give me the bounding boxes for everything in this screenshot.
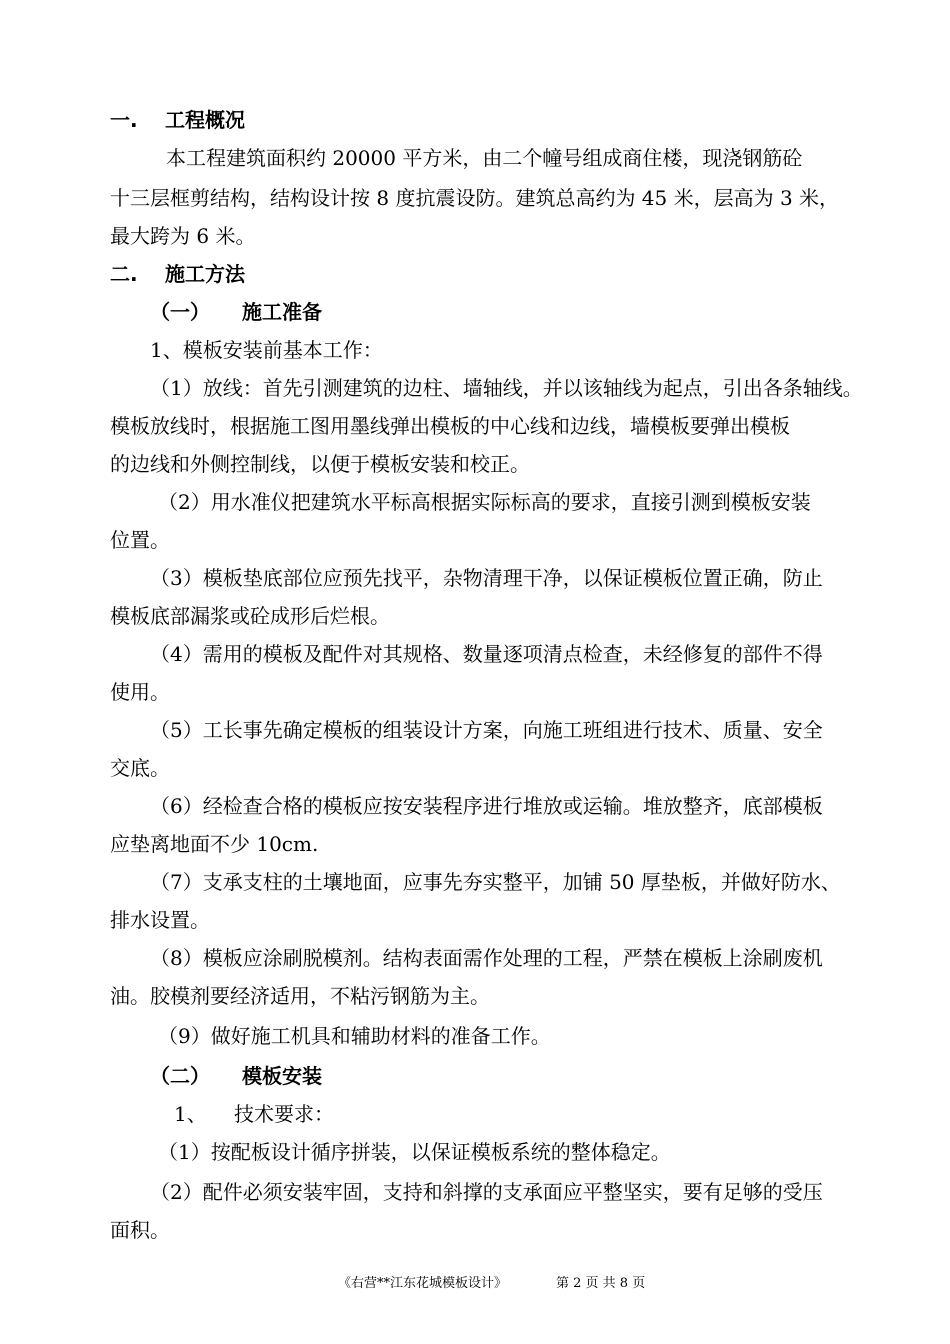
section-2-title: 施工方法 bbox=[165, 262, 245, 286]
prep-line: 使用。 bbox=[110, 680, 170, 704]
overview-line-1: 本工程建筑面积约 20000 平方米，由二个幢号组成商住楼，现浇钢筋砼 bbox=[166, 146, 803, 170]
prep-line: （6）经检查合格的模板应按安装程序进行堆放或运输。堆放整齐，底部模板 bbox=[150, 794, 823, 818]
prep-line: 模板底部漏浆或砼成形后烂根。 bbox=[110, 604, 390, 628]
subsection-2-title: 模板安装 bbox=[242, 1064, 322, 1088]
prep-line: 排水设置。 bbox=[110, 908, 210, 932]
prep-line: （7）支承支柱的土壤地面，应事先夯实整平，加铺 50 厚垫板，并做好防水、 bbox=[150, 870, 841, 894]
prep-line: （4）需用的模板及配件对其规格、数量逐项清点检查，未经修复的部件不得 bbox=[150, 642, 823, 666]
install-line: （1）按配板设计循序拼装，以保证模板系统的整体稳定。 bbox=[158, 1140, 671, 1164]
prep-line: （8）模板应涂刷脱模剂。结构表面需作处理的工程，严禁在模板上涂刷废机 bbox=[150, 946, 823, 970]
subsection-2-number: （二） bbox=[150, 1064, 210, 1088]
prep-line: （1）放线：首先引测建筑的边柱、墙轴线，并以该轴线为起点，引出各条轴线。 bbox=[150, 376, 863, 400]
subsection-1-title: 施工准备 bbox=[242, 300, 322, 324]
prep-line: （2）用水准仪把建筑水平标高根据实际标高的要求，直接引测到模板安装 bbox=[158, 490, 811, 514]
section-2-number: 二. bbox=[110, 262, 138, 286]
prep-line: 交底。 bbox=[110, 756, 170, 780]
footer-doc-title: 《右营**江东花城模板设计》 bbox=[338, 1276, 508, 1291]
prep-line: （3）模板垫底部位应预先找平，杂物清理干净，以保证模板位置正确，防止 bbox=[150, 566, 823, 590]
prep-line: 模板放线时，根据施工图用墨线弹出模板的中心线和边线，墙模板要弹出模板 bbox=[110, 414, 790, 438]
prep-line: 的边线和外侧控制线，以便于模板安装和校正。 bbox=[110, 452, 530, 476]
overview-line-2: 十三层框剪结构，结构设计按 8 度抗震设防。建筑总高约为 45 米，层高为 3 米， bbox=[110, 186, 840, 210]
footer-page-info: 第 2 页 共 8 页 bbox=[556, 1276, 646, 1291]
section-1-title: 工程概况 bbox=[165, 108, 245, 132]
install-line: 面积。 bbox=[110, 1218, 170, 1242]
prep-line: （5）工长事先确定模板的组装设计方案，向施工班组进行技术、质量、安全 bbox=[150, 718, 823, 742]
item-1-title: 技术要求： bbox=[234, 1102, 334, 1126]
overview-line-3: 最大跨为 6 米。 bbox=[110, 224, 256, 248]
install-line: （2）配件必须安装牢固，支持和斜撑的支承面应平整坚实，要有足够的受压 bbox=[150, 1180, 823, 1204]
preparation-intro: 1、模板安装前基本工作： bbox=[150, 338, 383, 362]
section-1-number: 一. bbox=[110, 108, 138, 132]
subsection-1-number: （一） bbox=[150, 300, 210, 324]
prep-line: （9）做好施工机具和辅助材料的准备工作。 bbox=[158, 1024, 551, 1048]
item-1-number: 1、 bbox=[174, 1102, 207, 1126]
prep-line: 位置。 bbox=[110, 528, 170, 552]
prep-line: 应垫离地面不少 10cm. bbox=[110, 832, 319, 856]
prep-line: 油。胶模剂要经济适用，不粘污钢筋为主。 bbox=[110, 984, 490, 1008]
